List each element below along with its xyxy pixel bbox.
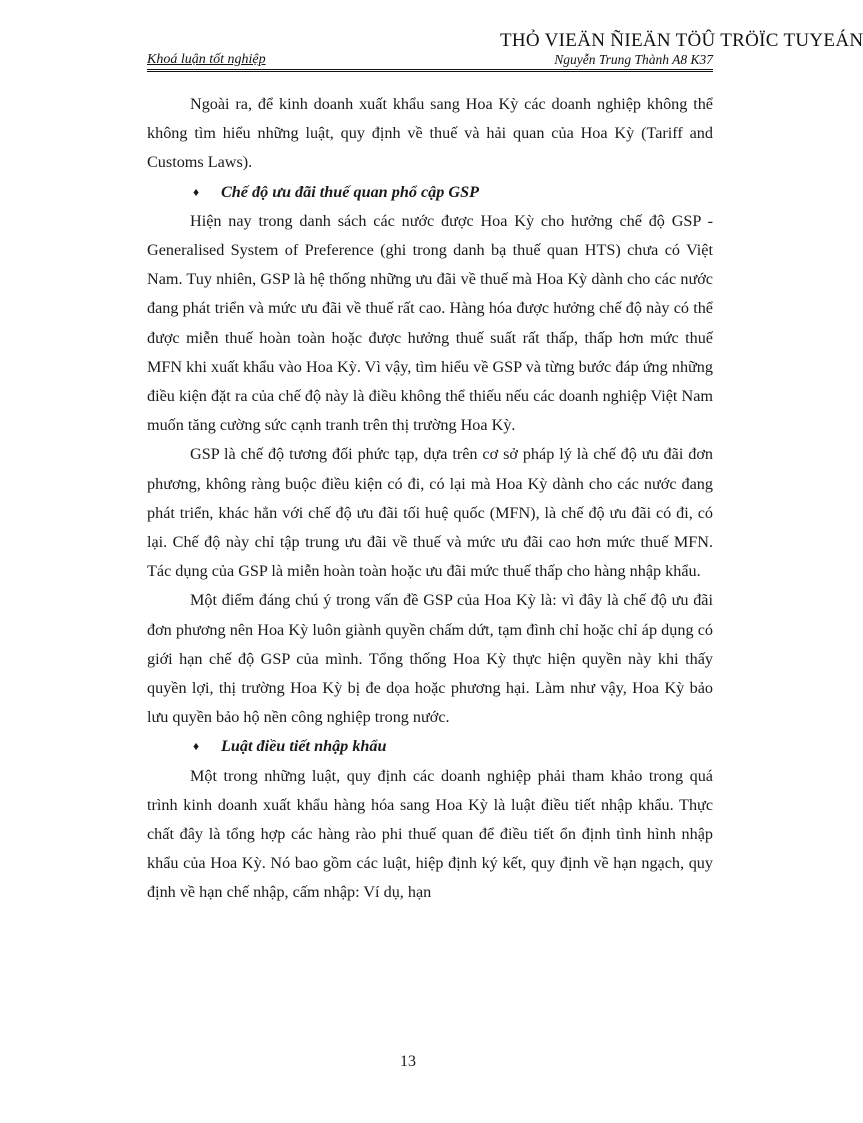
page-number: 13 <box>400 1053 416 1070</box>
page-header <box>147 52 713 70</box>
paragraph-intro: Ngoài ra, để kinh doanh xuất khẩu sang Hoa Kỳ các doanh nghiệp không thể không tìm hiểu những luật, quy định về thuế và hải quan của Hoa Kỳ (Tariff and Customs Laws). <box>147 95 713 172</box>
header-divider <box>147 69 713 72</box>
heading-text: Chế độ ưu đãi thuế quan phổ cập GSP <box>221 182 479 201</box>
header-author: Nguyễn Trung Thành A8 K37 <box>554 52 713 67</box>
paragraph-import-law: Một trong những luật, quy định các doanh nghiệp phải tham khảo trong quá trình kinh doanh xuất khẩu hàng hóa sang Hoa Kỳ là luật điều tiết nhập khẩu. Thực chất đây là tổng hợp các hàng rào phi thuế quan để điều tiết ổn định tình hình nhập khẩu của Hoa Kỳ. Nó bao gồm các luật, hiệp định ký kết, quy định về hạn ngạch, quy định về hạn chế nhập, cấm nhập: Ví dụ, hạn <box>147 766 713 902</box>
watermark-text: THỎ VIEÄN ÑIEÄN TÖÛ TRÖÏC TUYEÁN <box>500 30 863 51</box>
section-heading-import-law <box>147 732 713 761</box>
diamond-bullet-icon: ♦ <box>193 739 200 754</box>
header-title: Khoá luận tốt nghiệp <box>147 52 266 67</box>
heading-text: Luật điều tiết nhập khẩu <box>221 737 387 756</box>
section-heading-gsp <box>147 178 713 207</box>
paragraph-gsp-legal: GSP là chế độ tương đối phức tạp, dựa trên cơ sở pháp lý là chế độ ưu đãi đơn phương, không ràng buộc điều kiện có đi, có lại mà Hoa Kỳ dành cho các nước đang phát triển, khác hẳn với chế độ ưu đãi tối huệ quốc (MFN), là chế độ ưu đãi có đi, có lại. Chế độ này chỉ tập trung ưu đãi về thuế và mức ưu đãi cao hơn mức thuế MFN. Tác dụng của GSP là miễn hoàn toàn hoặc ưu đãi mức thuế thấp cho hàng nhập khẩu. <box>147 445 713 581</box>
paragraph-gsp-note: Một điểm đáng chú ý trong vấn đề GSP của Hoa Kỳ là: vì đây là chế độ ưu đãi đơn phương nên Hoa Kỳ luôn giành quyền chấm dứt, tạm đình chỉ hoặc chỉ áp dụng có giới hạn chế độ GSP của mình. Tổng thống Hoa Kỳ thực hiện quyền này khi thấy quyền lợi, thị trường Hoa Kỳ bị đe dọa hoặc phương hại. Làm như vậy, Hoa Kỳ bảo lưu quyền bảo hộ nền công nghiệp trong nước. <box>147 591 713 727</box>
diamond-bullet-icon: ♦ <box>193 184 200 199</box>
page-body <box>147 90 713 908</box>
paragraph-gsp-overview: Hiện nay trong danh sách các nước được Hoa Kỳ cho hưởng chế độ GSP - Generalised System of Preference (ghi trong danh bạ thuế quan HTS) chưa có Việt Nam. Tuy nhiên, GSP là hệ thống những ưu đãi về thuế mà Hoa Kỳ dành cho các nước đang phát triển và mức ưu đãi về thuế rất cao. Hàng hóa được hưởng chế độ này có thể được miễn thuế hoàn toàn hoặc được hưởng thuế suất rất thấp, thấp hơn mức thuế MFN khi xuất khẩu vào Hoa Kỳ. Vì vậy, tìm hiểu về GSP và từng bước đáp ứng những điều kiện đặt ra của chế độ này là điều không thể thiếu nếu các doanh nghiệp Việt Nam muốn tăng cường sức cạnh tranh trên thị trường Hoa Kỳ. <box>147 211 713 435</box>
